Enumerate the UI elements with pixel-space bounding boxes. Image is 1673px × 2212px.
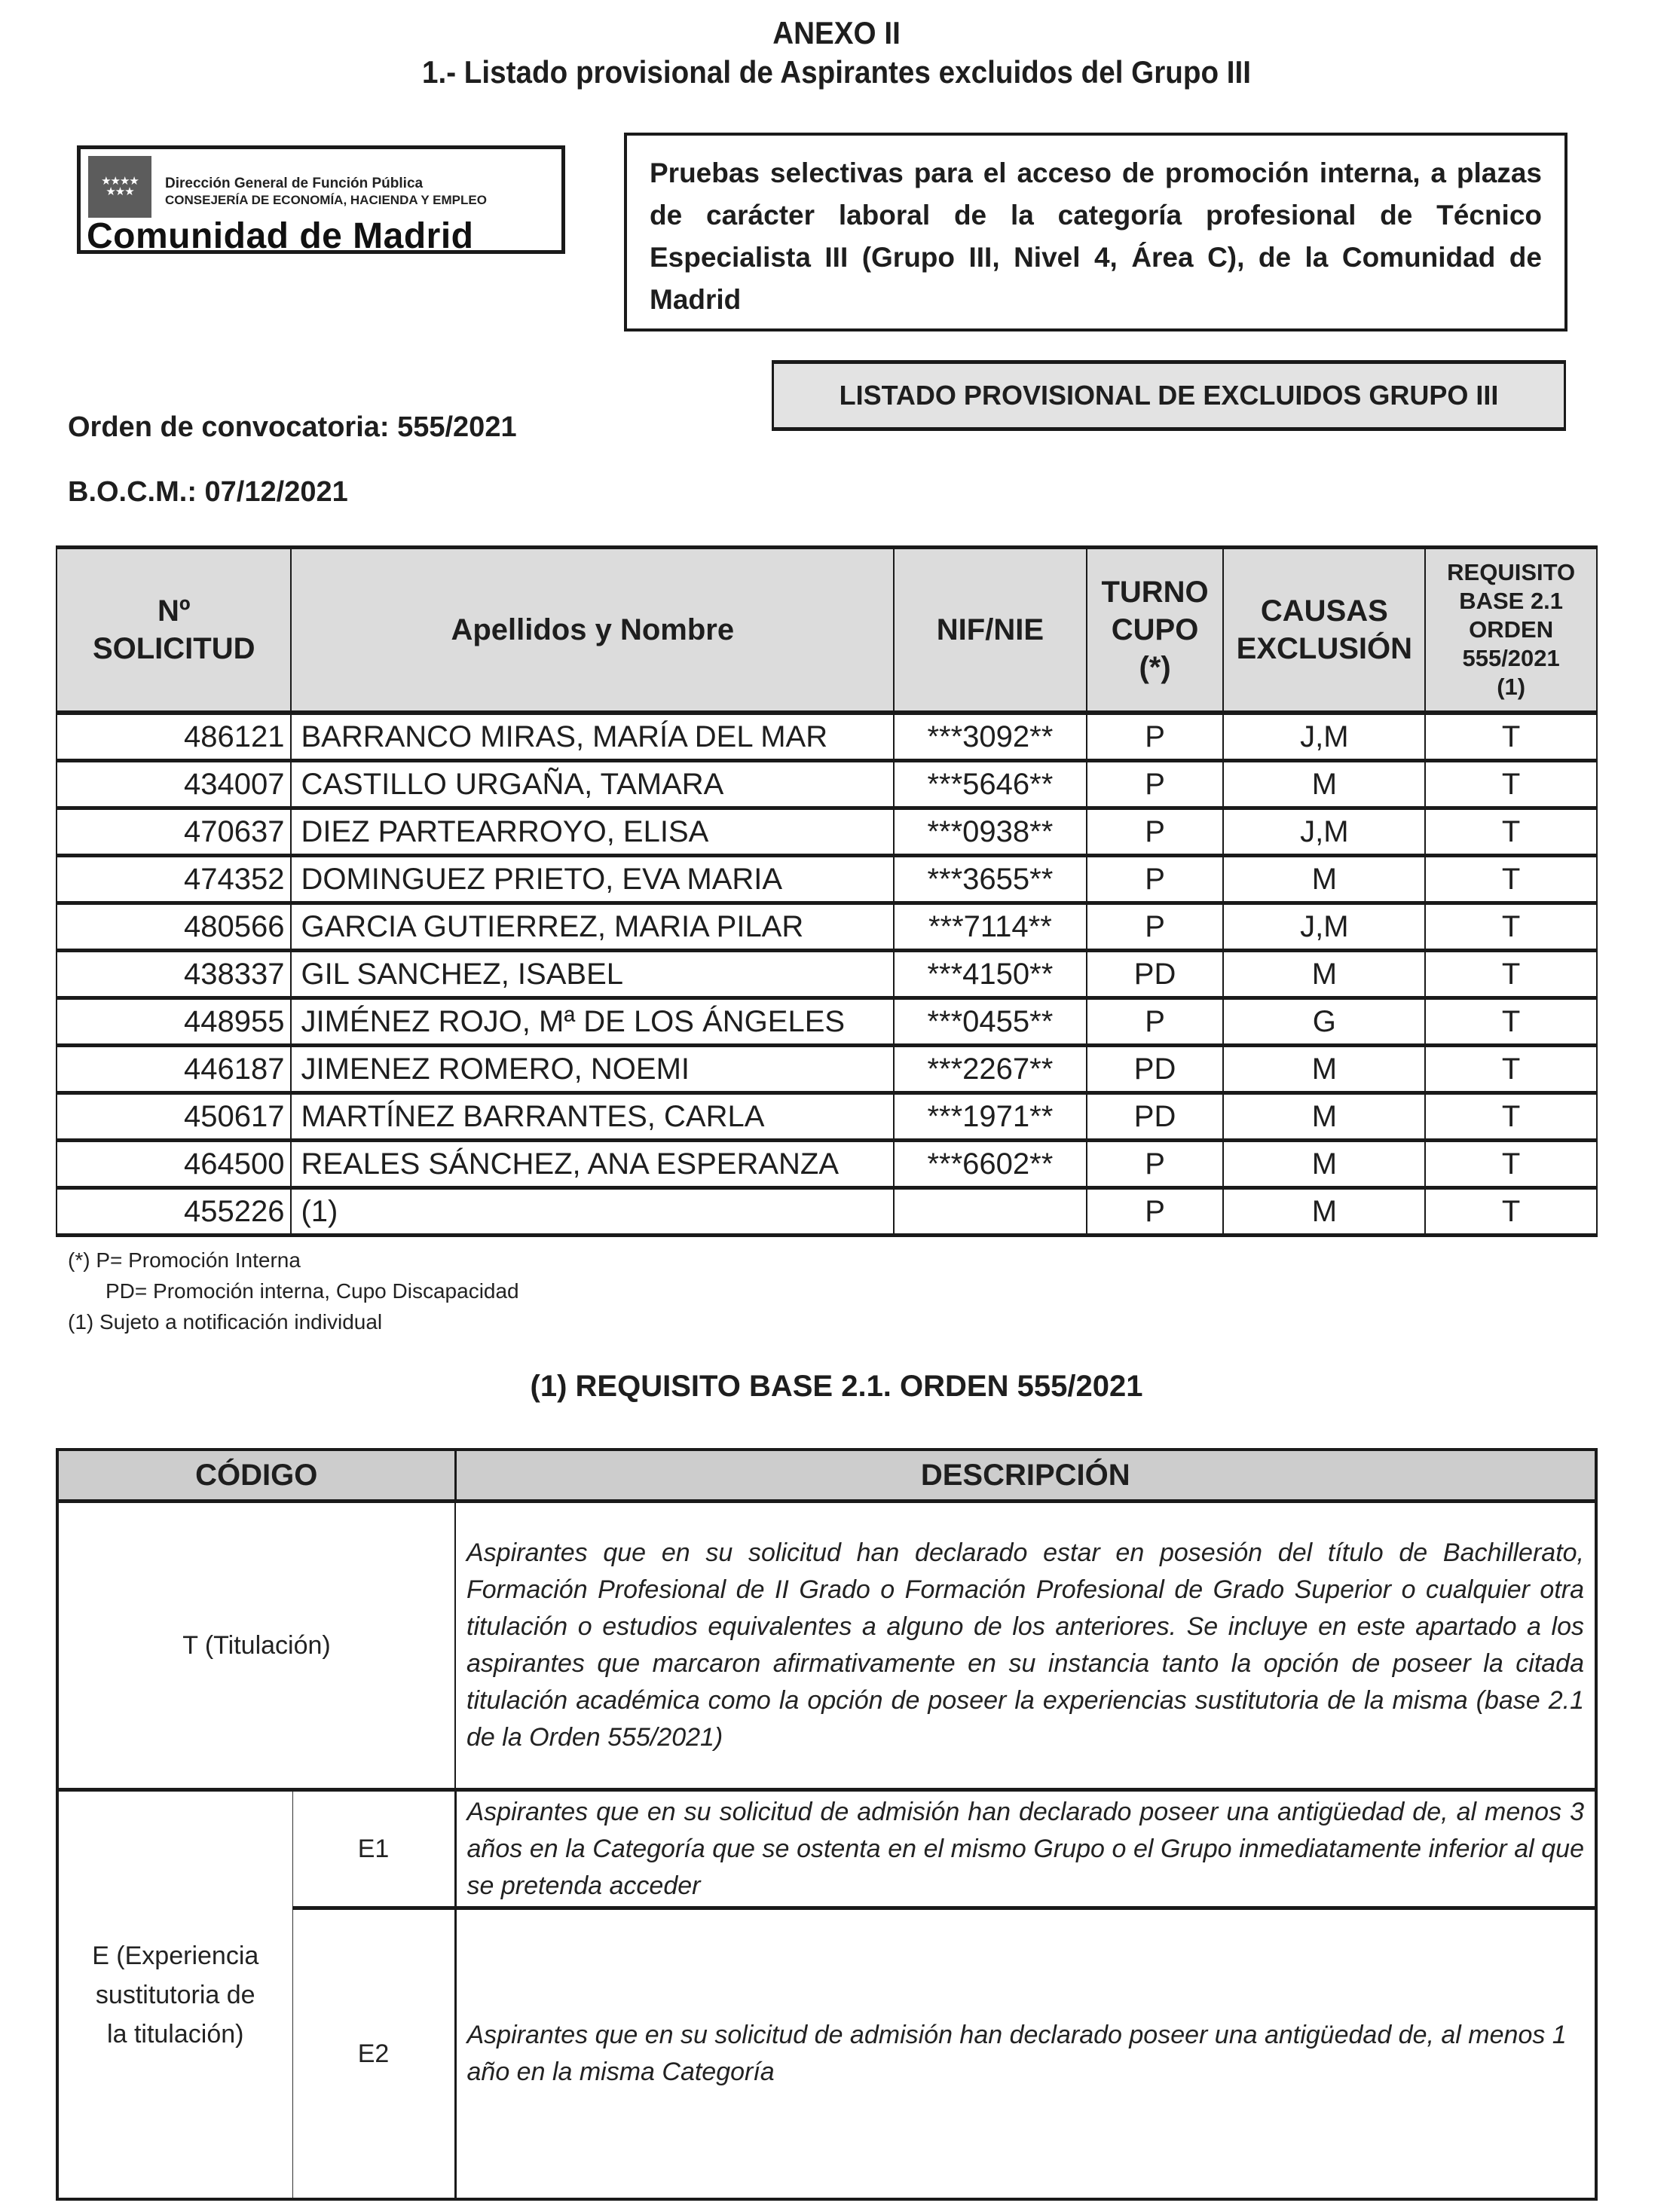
cell-nombre: DIEZ PARTEARROYO, ELISA — [291, 808, 894, 856]
cell-solicitud: 450617 — [57, 1093, 291, 1141]
table-row — [57, 713, 1597, 761]
cell-nif: ***7114** — [894, 903, 1087, 951]
cell-causas: G — [1223, 998, 1425, 1046]
cell-causas: M — [1223, 951, 1425, 998]
table-row — [57, 951, 1597, 998]
cell-nombre: (1) — [291, 1188, 894, 1236]
comunidad-madrid-logo — [77, 145, 565, 254]
cell-turno: PD — [1087, 1046, 1224, 1093]
cell-turno: P — [1087, 903, 1224, 951]
code-experiencia-group: E (Experiencia sustitutoria de la titulación) — [57, 1790, 292, 2200]
header-requisito: REQUISITO BASE 2.1 ORDEN 555/2021 (1) — [1425, 548, 1597, 713]
cell-nombre: CASTILLO URGAÑA, TAMARA — [291, 761, 894, 808]
header-causas: CAUSAS EXCLUSIÓN — [1223, 548, 1425, 713]
document-subtitle: 1.- Listado provisional de Aspirantes excluidos del Grupo III — [421, 54, 1252, 90]
header-nif: NIF/NIE — [894, 548, 1087, 713]
cell-requisito: T — [1425, 1046, 1597, 1093]
header-codigo: CÓDIGO — [57, 1450, 455, 1502]
desc-titulacion: Aspirantes que en su solicitud han declarado estar en posesión del título de Bachillerato, Formación Profesional de II Grado o Formación Profesional de Grado Superior o cualquier otra titulación o estudios equivalentes a alguno de los anteriores. Se incluye en este apartado a los aspirantes que marcaron afirmativamente en su instancia tanto la opción de poseer la citada titulación académica como la opción de poseer la experiencias sustitutoria de la misma (base 2.1 de la Orden 555/2021) — [455, 1502, 1596, 1790]
footnote-turno-p: (*) P= Promoción Interna — [68, 1248, 301, 1272]
cell-solicitud: 474352 — [57, 856, 291, 903]
cell-solicitud: 434007 — [57, 761, 291, 808]
cell-nombre: MARTÍNEZ BARRANTES, CARLA — [291, 1093, 894, 1141]
cell-turno: P — [1087, 1141, 1224, 1188]
code-titulacion: T (Titulación) — [57, 1502, 455, 1790]
code-row-titulacion — [57, 1502, 1596, 1790]
table-row — [57, 761, 1597, 808]
cell-requisito: T — [1425, 713, 1597, 761]
logo-direccion-general: Dirección General de Función Pública — [165, 176, 424, 191]
listado-label-box — [772, 360, 1566, 431]
cell-causas: M — [1223, 856, 1425, 903]
cell-turno: P — [1087, 808, 1224, 856]
cell-solicitud: 486121 — [57, 713, 291, 761]
cell-requisito: T — [1425, 1141, 1597, 1188]
requisito-section-title: (1) REQUISITO BASE 2.1. ORDEN 555/2021 — [530, 1370, 1143, 1403]
bocm-date: B.O.C.M.: 07/12/2021 — [68, 476, 348, 508]
cell-requisito: T — [1425, 808, 1597, 856]
cell-causas: J,M — [1223, 903, 1425, 951]
madrid-flag-stars-icon: ★★★★ ★★★ — [88, 156, 151, 218]
cell-nif: ***0455** — [894, 998, 1087, 1046]
cell-causas: M — [1223, 761, 1425, 808]
cell-causas: J,M — [1223, 808, 1425, 856]
cell-causas: M — [1223, 1093, 1425, 1141]
cell-requisito: T — [1425, 998, 1597, 1046]
cell-turno: PD — [1087, 951, 1224, 998]
footnote-turno-pd: PD= Promoción interna, Cupo Discapacidad — [106, 1279, 519, 1303]
cell-nombre: BARRANCO MIRAS, MARÍA DEL MAR — [291, 713, 894, 761]
cell-nif: ***2267** — [894, 1046, 1087, 1093]
cell-turno: P — [1087, 998, 1224, 1046]
cell-requisito: T — [1425, 856, 1597, 903]
table-row — [57, 1141, 1597, 1188]
table-row — [57, 1188, 1597, 1236]
orden-convocatoria: Orden de convocatoria: 555/2021 — [68, 411, 517, 443]
table-row — [57, 1046, 1597, 1093]
cell-nif: ***3655** — [894, 856, 1087, 903]
logo-comunidad-madrid: Comunidad de Madrid — [87, 216, 474, 256]
cell-solicitud: 438337 — [57, 951, 291, 998]
cell-turno: P — [1087, 1188, 1224, 1236]
cell-turno: P — [1087, 713, 1224, 761]
cell-nif: ***5646** — [894, 761, 1087, 808]
cell-solicitud: 464500 — [57, 1141, 291, 1188]
cell-nombre: JIMÉNEZ ROJO, Mª DE LOS ÁNGELES — [291, 998, 894, 1046]
cell-causas: M — [1223, 1141, 1425, 1188]
cell-requisito: T — [1425, 951, 1597, 998]
table-header-row — [57, 548, 1597, 713]
header-solicitud: Nº SOLICITUD — [57, 548, 291, 713]
cell-solicitud: 448955 — [57, 998, 291, 1046]
table-row — [57, 808, 1597, 856]
header-turno: TURNO CUPO (*) — [1087, 548, 1224, 713]
logo-consejeria: CONSEJERÍA DE ECONOMÍA, HACIENDA Y EMPLEO — [165, 193, 487, 207]
desc-e2: Aspirantes que en su solicitud de admisión han declarado poseer una antigüedad de, al menos 1 año en la misma Categoría — [455, 1908, 1596, 2200]
cell-nombre: REALES SÁNCHEZ, ANA ESPERANZA — [291, 1141, 894, 1188]
cell-requisito: T — [1425, 903, 1597, 951]
annex-title: ANEXO II — [772, 15, 901, 50]
cell-solicitud: 455226 — [57, 1188, 291, 1236]
cell-nombre: DOMINGUEZ PRIETO, EVA MARIA — [291, 856, 894, 903]
cell-requisito: T — [1425, 761, 1597, 808]
code-e2: E2 — [292, 1908, 455, 2200]
footnotes — [68, 1245, 519, 1337]
cell-nif — [894, 1188, 1087, 1236]
cell-requisito: T — [1425, 1093, 1597, 1141]
header-nombre: Apellidos y Nombre — [291, 548, 894, 713]
cell-causas: J,M — [1223, 713, 1425, 761]
cell-turno: P — [1087, 761, 1224, 808]
table-row — [57, 1093, 1597, 1141]
table-row — [57, 903, 1597, 951]
cell-causas: M — [1223, 1188, 1425, 1236]
cell-nif: ***6602** — [894, 1141, 1087, 1188]
desc-e1: Aspirantes que en su solicitud de admisión han declarado poseer una antigüedad de, al menos 3 años en la Categoría que se ostenta en el mismo Grupo o el Grupo inmediatamente inferior al que se pretenda acceder — [455, 1790, 1596, 1908]
code-e1: E1 — [292, 1790, 455, 1908]
convocatoria-description-box: Pruebas selectivas para el acceso de promoción interna, a plazas de carácter laboral de la categoría profesional de Técnico Especialista III (Grupo III, Nivel 4, Área C), de la Comunidad de Madrid — [624, 133, 1567, 331]
code-row-e1 — [57, 1790, 1596, 1908]
cell-nombre: JIMENEZ ROMERO, NOEMI — [291, 1046, 894, 1093]
listado-label: LISTADO PROVISIONAL DE EXCLUIDOS GRUPO III — [839, 380, 1499, 411]
cell-turno: P — [1087, 856, 1224, 903]
table-row — [57, 856, 1597, 903]
cell-requisito: T — [1425, 1188, 1597, 1236]
cell-solicitud: 470637 — [57, 808, 291, 856]
cell-nombre: GIL SANCHEZ, ISABEL — [291, 951, 894, 998]
cell-nif: ***1971** — [894, 1093, 1087, 1141]
cell-causas: M — [1223, 1046, 1425, 1093]
codes-header-row — [57, 1450, 1596, 1502]
excluded-applicants-table — [56, 545, 1598, 1237]
cell-solicitud: 480566 — [57, 903, 291, 951]
header-descripcion: DESCRIPCIÓN — [455, 1450, 1596, 1502]
cell-nif: ***4150** — [894, 951, 1087, 998]
cell-nombre: GARCIA GUTIERREZ, MARIA PILAR — [291, 903, 894, 951]
cell-turno: PD — [1087, 1093, 1224, 1141]
cell-nif: ***3092** — [894, 713, 1087, 761]
requisito-codes-table — [56, 1448, 1598, 2201]
cell-solicitud: 446187 — [57, 1046, 291, 1093]
table-row — [57, 998, 1597, 1046]
cell-nif: ***0938** — [894, 808, 1087, 856]
footnote-notificacion: (1) Sujeto a notificación individual — [68, 1310, 383, 1334]
